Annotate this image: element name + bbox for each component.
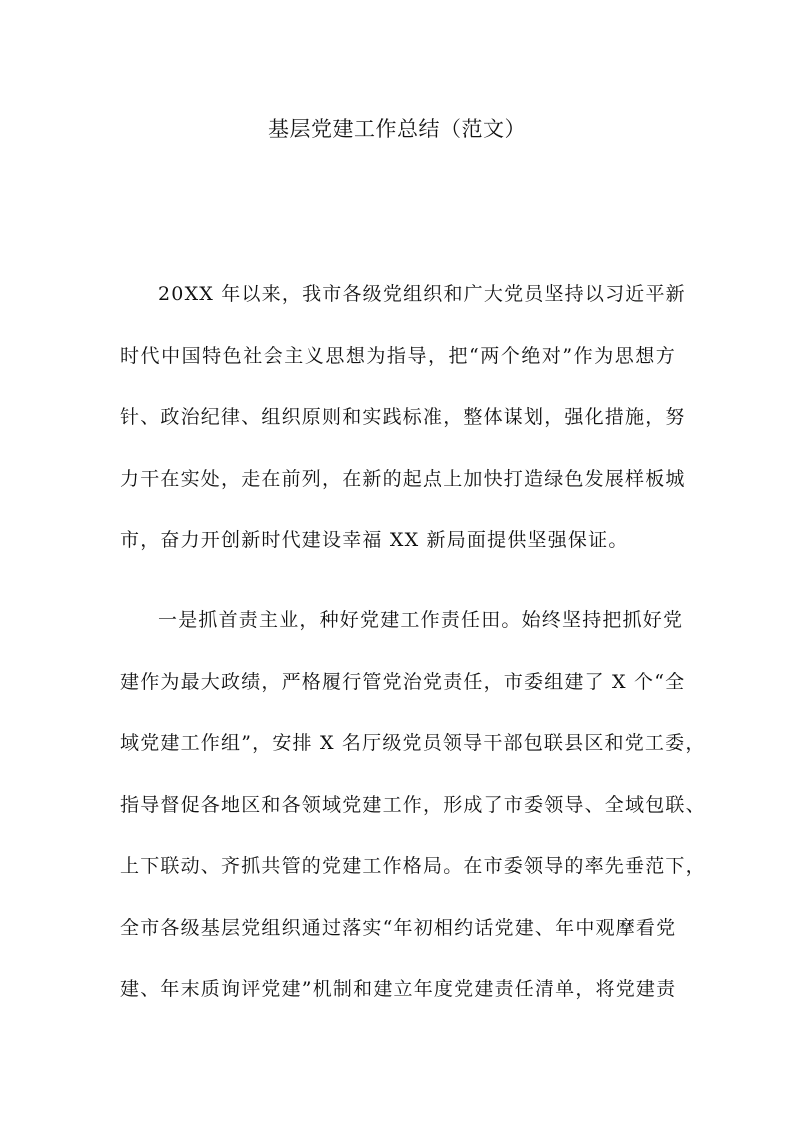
paragraph-line: 建作为最大政绩，严格履行管党治党责任，市委组建了 X 个“全 xyxy=(120,670,686,693)
paragraph-line: 20XX 年以来，我市各级党组织和广大党员坚持以习近平新 xyxy=(158,283,686,305)
paragraph-line: 域党建工作组”，安排 X 名厅级党员领导干部包联县区和党工委， xyxy=(120,732,706,754)
paragraph-line: 时代中国特色社会主义思想为指导，把“两个绝对”作为思想方 xyxy=(120,344,676,367)
paragraph-line: 指导督促各地区和各领域党建工作，形成了市委领导、全域包联、 xyxy=(120,793,706,816)
paragraph-section-one xyxy=(120,605,706,1004)
paragraph-intro xyxy=(120,279,686,555)
paragraph-line: 针、政治纪律、组织原则和实践标准，整体谋划，强化措施，努 xyxy=(120,406,686,428)
paragraph-line: 一是抓首责主业，种好党建工作责任田。始终坚持把抓好党 xyxy=(158,609,684,631)
paragraph-line: 力干在实处，走在前列，在新的起点上加快打造绿色发展样板城 xyxy=(120,467,686,490)
document-title: 基层党建工作总结（范文） xyxy=(268,117,526,141)
paragraph-line: 建、年末质询评党建”机制和建立年度党建责任清单，将党建责 xyxy=(120,978,677,1000)
paragraph-line: 上下联动、齐抓共管的党建工作格局。在市委领导的率先垂范下， xyxy=(120,855,706,877)
paragraph-line: 全市各级基层党组织通过落实“年初相约话党建、年中观摩看党 xyxy=(120,916,677,939)
paragraph-line: 市，奋力开创新时代建设幸福 XX 新局面提供坚强保证。 xyxy=(120,529,629,551)
